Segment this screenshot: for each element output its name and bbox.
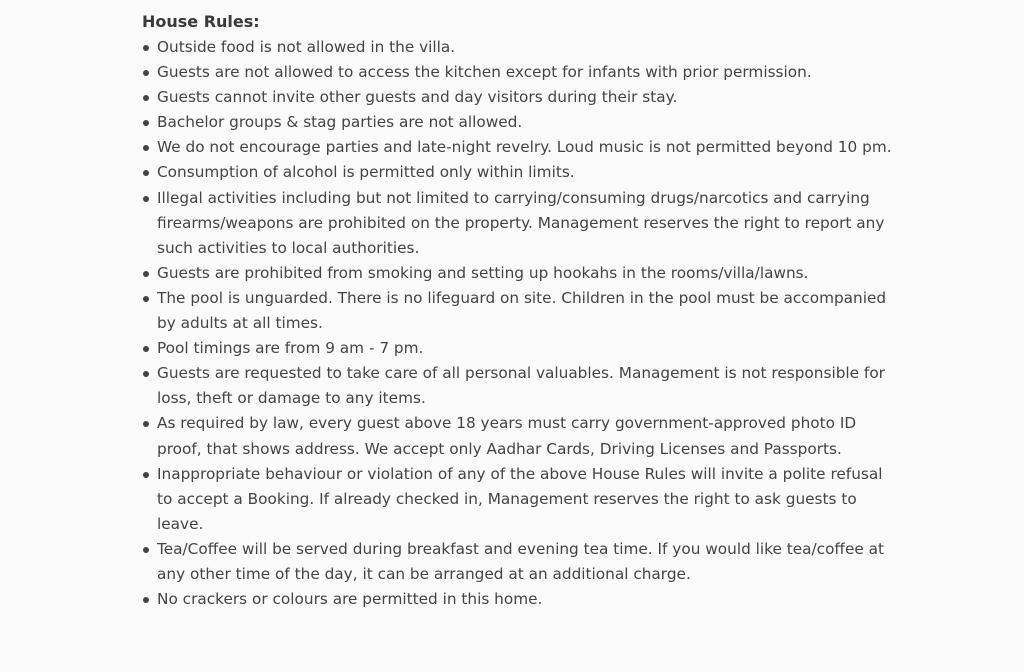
rule-item: Outside food is not allowed in the villa. (142, 35, 902, 60)
rule-item: As required by law, every guest above 18 years must carry government-approved photo ID proof, that shows address. We accept only Aadhar Cards, Driving Licenses and Passports. (142, 411, 902, 461)
rule-item: We do not encourage parties and late-night revelry. Loud music is not permitted beyond 10 pm. (142, 135, 902, 160)
rule-item: Inappropriate behaviour or violation of any of the above House Rules will invite a polite refusal to accept a Booking. If already checked in, Management reserves the right to ask guests to leave. (142, 462, 902, 537)
house-rules-section (142, 10, 902, 612)
rule-item: Tea/Coffee will be served during breakfast and evening tea time. If you would like tea/coffee at any other time of the day, it can be arranged at an additional charge. (142, 537, 902, 587)
rule-item: The pool is unguarded. There is no lifeguard on site. Children in the pool must be accompanied by adults at all times. (142, 286, 902, 336)
rule-item: Guests cannot invite other guests and day visitors during their stay. (142, 85, 902, 110)
house-rules-heading: House Rules: (142, 12, 260, 31)
rule-item: Pool timings are from 9 am - 7 pm. (142, 336, 902, 361)
rule-item: Consumption of alcohol is permitted only within limits. (142, 160, 902, 185)
rule-item: Bachelor groups & stag parties are not allowed. (142, 110, 902, 135)
rule-item: Guests are requested to take care of all personal valuables. Management is not responsible for loss, theft or damage to any items. (142, 361, 902, 411)
rule-item: No crackers or colours are permitted in this home. (142, 587, 902, 612)
rule-item: Guests are prohibited from smoking and setting up hookahs in the rooms/villa/lawns. (142, 261, 902, 286)
rule-item: Illegal activities including but not limited to carrying/consuming drugs/narcotics and carrying firearms/weapons are prohibited on the property. Management reserves the right to report any such activities to local authorities. (142, 186, 902, 261)
house-rules-list (142, 35, 902, 612)
rule-item: Guests are not allowed to access the kitchen except for infants with prior permission. (142, 60, 902, 85)
